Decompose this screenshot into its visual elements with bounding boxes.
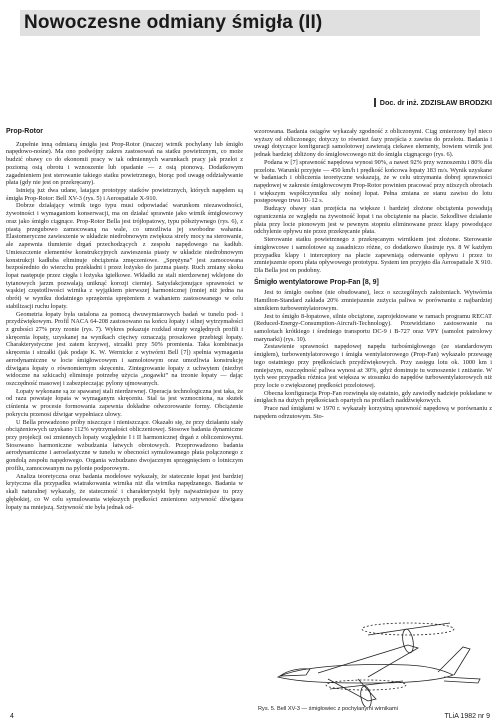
paragraph: wzorowana. Badania osiągów wykazały zgodność z obliczonymi. Ciąg zmierzony był nieco wyższy od obliczonego; dotyczy to również fazy przejścia z zawisu do przelotu. Badania i uwagi dotyczące konfiguracji samolotowej zawierają ciekawe elementy, bowiem wirnik jest jednak bardziej zbliżony do śmigłowcowego niż do śmigła ciągnącego (rys. 6).	[254, 128, 492, 159]
paragraph: Geometria łopaty była ustalona za pomocą dwuwymiarowych badań w tunelu pod- i przydźwiękowym. Profil NACA 64-208 zastosowano na końcu łopaty i silnej wytrzymałości z grubości 27% przy rzonie (rys. 7). Wykres pokazuje rozkład straty względnych profili i skręcenia łopaty, uzyskanej na wynikach cięciwy oznaczają proszkowe przebiegi łopaty. Charakterystyczne jest zatem krzywej, strzałki przy 50% promienia. Taka kombinacja skręcenia i strzałki (jak podaje K. W. Wernicke z wytwórni Bell [7]) spełnia wymagania aerodynamiczne w locie śmigłowcowym i samolotowym oraz umożliwia konstrukcję dźwigara łopaty o równomiernym skręceniu. Zintegrowanie łopaty z uchwytem (niezbyt widoczne na szkicach) eliminuje potrzebę użycia „nogawki” na trzonie łopaty — dając oszczędność masowej i zabezpieczając pylony ujmowanych.	[6, 310, 243, 387]
paragraph: Jest to śmigło 8-łopatowe, silnie obciążone, zaprojektowane w ramach programu RECAT (Reduced-Energy-Consumption-Aircraft-Technology). Przewidziano zastosowanie na samolotach krótkiego i średniego transportu DC-9 i B-727 oraz VPY (samolot patrolowy marynarki) (rys. 10).	[254, 312, 492, 343]
article-title: Nowoczesne odmiany śmigła (II)	[20, 10, 480, 36]
page-number: 4	[10, 713, 14, 720]
paragraph: Analiza teoretyczna oraz badania modelowe wykazały, że statecznie łopat jest bardziej krytyczna dla przypadku wiatrakowania wirnika niż dla wirnika napędzanego. Badania w skali naturalnej wykazały, że stateczność i charakterystyki były najważniejsze tu przy głębokiej, co W celu symulowania większych prędkości zmieniono sztywność dźwigara łopaty na mniejszą. Sztywność nie była jednak od-	[6, 472, 243, 511]
paragraph: Zestawienie sprawności napędowej napędu turbośmigłowego (ze standardowym śmigłem), turbowentylatorowego i śmigła wentylatorowego (Prop-Fan) wykazało przewagę tego ostatniego przy prędkościach przydźwiękowych. Przy zasięgu lotu ok. 1000 km i mniejszym, oszczędność paliwa wynosi aż 30%, gdyż dominuje tu wznoszenie i zniżanie. W tych wee przypadku różnica jest większa w stosunku do napędów turbowentylatorowych niż przy locie o zwiększonej prędkości przelotowej.	[254, 343, 492, 389]
magazine-issue: TLiA 1982 nr 9	[444, 713, 490, 720]
paragraph: Zupełnie inną odmianą śmigła jest Prop-Rotor (inaczej wirnik pochylany lub śmigło napędowo-nośne). Ma ono podwójny zakres zastosowań na statku powietrznym, co może budzić obawy co do ekonomii pracy w tak odmiennych warunkach pracy jak przelot z poziomą osią obrotu i wznoszenie lub opadanie — z osią pionową. Dodatkowym zagadnieniem jest sterowanie takiego statku powietrznego, biorąc pod uwagę oddziaływanie płata (gdy nie jest on przekręcany).	[6, 140, 243, 187]
paragraph: U Bella prowadzono próby niszczące i nieniszczące. Okazało się, że przy działaniu stały obciążeniowych uzyskano 112% wytrzymałości obliczeniowej. Stosowe badania dynamiczne przy projekcji osi zmiennych łopaty względnie I i II harmonicznej drgań z obliczeniowymi. Stosowano harmoniczne wzbudzania łatwych obrotowych. Przeprowadzono badania aerodynamiczne i aeroelastyczne w tunelu w obecności symulowanego płata połączonego z gondolą zespołu napędowego. Organia wzbudzano dwojacznym sprzęgnięciem o lotniczym profilu, zamocowanym na pylonie podporowym.	[6, 418, 243, 472]
right-column	[254, 128, 492, 613]
author-name: Doc. dr inż. ZDZISŁAW BRODZKI	[379, 98, 492, 107]
paragraph: Łopaty wykonane są ze spawanej stali nierdzewnej. Operacja technologiczna jest taka, że od razu powstaje łopata w wymaganym skręceniu. Stal ta jest wzmocniona, na skutek ciśnienia w procesie formowania zapewnia dokładne odwzorowanie formy. Obciążenie pokryciu przenosi dźwigar wypełniacz ulowy.	[6, 387, 243, 418]
left-column	[6, 128, 243, 688]
paragraph: Dobrze działający wirnik tego typu musi odpowiadać warunkom niezawodności, żywotności i wymaganiom konserwacji, ma on działać sprawnie jako wirnik śmigłowcowy oraz jako śmigło ciągnące. Prop-Rotor Bella jest trójłopatowy, typu półsztywnego (rys. 6), z piastą przegubowo zamocowaną na wale, co umożliwia jej swobodne wahania. Elastomeryczne zawieszenie w układzie niedrobnowym zwiększa strefy mocy na sterowanie, ale zapewnia tłumienie drgań przechodzących z zespołu napędowego na kadłub. Umieszczenie elementów konstrukcyjnych zawieszenia piasty w układzie niedrobnowym konstrukcji kadłuba eliminuje obciążenia zmęczeniowe. „Sprężyna” jest zamocowana bezpośrednio do wierzchu przekładni i przez łożysko do jarzma piasty. Ruch zmiany skoku łopat następuje przez cięgła i łożyska igiełkowe. Wkładki ze stali nierdzewnej wklejone do tytanowych jarzm pozwalają uniknąć korozji cierniej. Satysfakcjonujące sprawności w wąskiej częstotliwości wirnika z wyjątkiem pierwszej harmonicznej (mniej niż jedna na obrót) w wyniku dodatniego sprzężenia sprężeniem z wahaniem zastosowanego w celu stabilizacji ruchu łopaty.	[6, 202, 243, 310]
paragraph: Podana w [7] sprawność napędowa wynosi 90%, a nawet 92% przy wznoszeniu i 80% dla przelotu. Warunki przyjęte — 450 km/h i prędkość końcowa łopaty 183 m/s. Wynik uzyskane w badaniach i obliczenia teoretyczne wskazują, że w celu utrzymania dobrej sprawności napędowej w zakresie śmigłowcowym Prop-Rotor powinien pracować przy niższych obrotach i większym współczynniku siły nośnej łopat. Pełna zmiana ze stanu zawisu do lotu postępowego trwa 10÷12 s.	[254, 158, 492, 205]
paragraph: Jest to śmigło osobne (nie obudowane), lecz o szczególnych założeniach. Wytwórnia Hamilton-Standard zakłada 20% zmniejszenie zużycia paliwa w porównaniu z najbardziej sinnikiem turbowentylatorowym.	[254, 289, 492, 312]
figure-caption: Rys. 5. Bell XV-3 — śmigłowiec z pochylanymi wirnikami	[258, 706, 398, 712]
paragraph: Budzący obawy stan przejścia na większe i bardziej złożone obciążenia powodują ograniczenia ze względu na żywotność łopat i na obciążenie na płacie. Szkodliwe działanie płata przy locie pionowym jest w pewnym stopniu eliminowane przez klapy powodujące odchylenie opływu nie przez przekręcanie płata.	[254, 205, 492, 236]
author-byline	[374, 98, 492, 107]
bell-xv3-aircraft-illustration	[258, 615, 490, 707]
paragraph: Obecna konfiguracja Prop-Fan rozwinęła się ostatnio, gdy zawiodły nadzieje pokładane w śmigłach na dużych prędkościach opartych na profilach naddźwiękowych.	[254, 389, 492, 405]
page-footer	[10, 713, 490, 725]
paragraph: Istnieją już dwa udane, latające prototypy statków powietrznych, których napędem są śmigła Prop-Rotor: Bell XV-3 (rys. 5) i Aerospatiale X-910.	[6, 187, 243, 202]
section-heading-prop-fan: Śmigło wentylatorowe Prop-Fan [8, 9]	[254, 278, 379, 286]
section-heading-prop-rotor: Prop-Rotor	[6, 128, 43, 135]
paragraph: Sterowanie statku powietrznego z przekręcanym wirnikiem jest złożone. Sterowanie śmigłowcowe i samolotowe są zasadniczo różne, co dodatkowo ilustruje rys. 8 W każdym przypadku klapy i interceptory na płacie zapewniają oderwanie opływu i przez to zmniejszenie oporu płata opływowego prototypu. System ten przyjęto dla Aerospatiale X 910. Dla Bella jest on podobny.	[254, 236, 492, 274]
paragraph: Prace nad śmigłami w 1970 r. wykazały korzystną sprawność napędową w porównaniu z napędem odrzutowym. Sto-	[254, 405, 492, 420]
